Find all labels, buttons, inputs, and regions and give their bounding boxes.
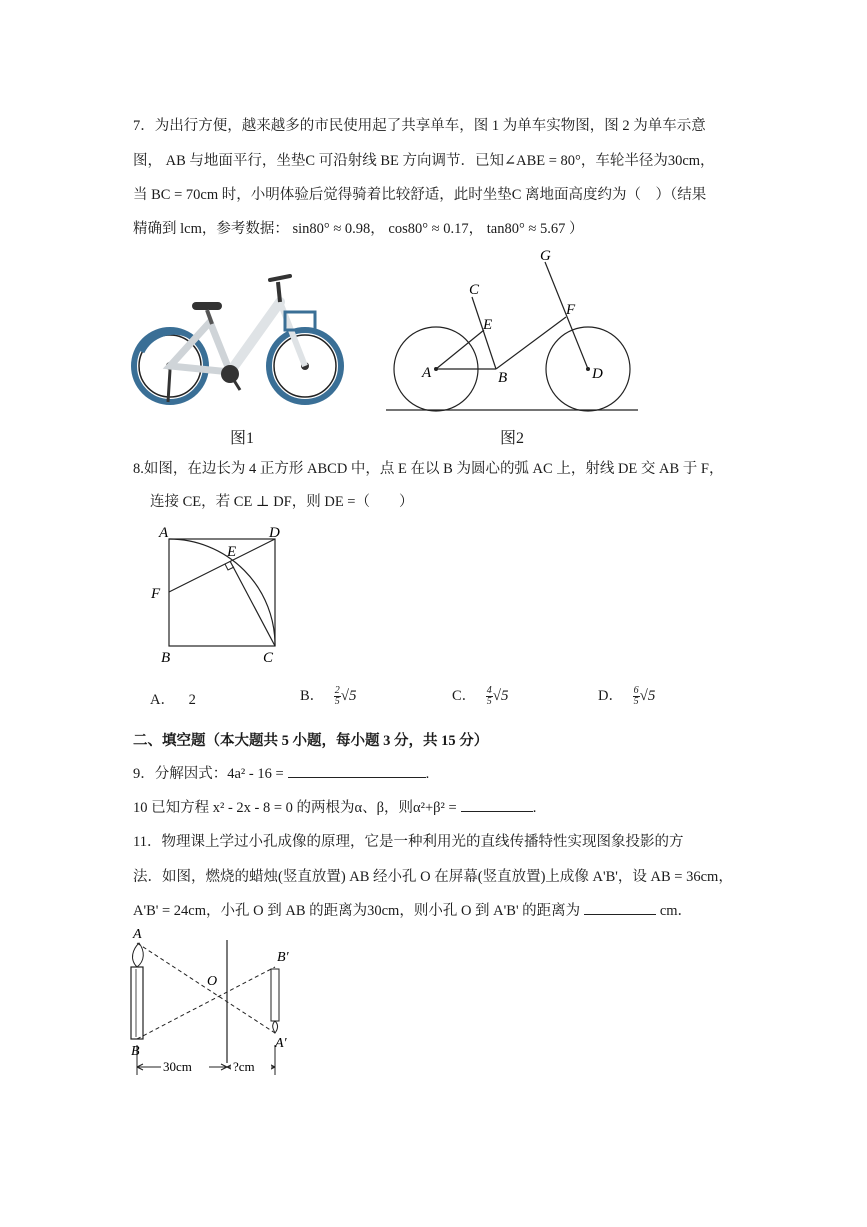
section-title: 二、填空题（本大题共 5 小题，每小题 3 分，共 15 分） (133, 733, 489, 749)
q11-line-2: 法．如图，燃烧的蜡烛(竖直放置) AB 经小孔 O 在屏幕(竖直放置)上成像 A'B'，设 AB = 36cm， (133, 869, 733, 885)
pinhole-label-b: B (131, 1044, 140, 1059)
square-label-d: D (269, 525, 280, 541)
q11-answer-blank[interactable] (584, 900, 656, 915)
q7-line-4: 精确到 lcm，参考数据： sin80° ≈ 0.98， cos80° ≈ 0.17， tan80° ≈ 5.67 ） (133, 221, 584, 237)
square-label-b: B (161, 650, 171, 666)
pinhole-figure (125, 925, 300, 1083)
square-label-e: E (227, 544, 237, 560)
q7-line-1: 7．为出行方便，越来越多的市民使用起了共享单车，图 1 为单车实物图，图 2 为单车示意 (133, 118, 706, 134)
pinhole-label-a: A (133, 927, 142, 942)
q9 (133, 762, 429, 783)
square-label-a: A (159, 525, 169, 541)
q11-line-3 (133, 899, 692, 920)
pinhole-label-bprime: B′ (277, 950, 289, 965)
square-figure (145, 520, 290, 668)
q10 (133, 796, 536, 817)
square-label-c: C (263, 650, 274, 666)
fig2-label-e: E (483, 317, 493, 333)
option-c-label: C． (452, 688, 477, 704)
q11-line-1: 11．物理课上学过小孔成像的原理，它是一种利用光的直线传播特性实现图象投影的方 (133, 834, 684, 850)
pinhole-dist-2: ?cm (233, 1059, 255, 1074)
q11-line-3-text: A'B' = 24cm，小孔 O 到 AB 的距离为30cm，则小孔 O 到 A'B' 的距离为 (133, 903, 581, 919)
fig2-label-c: C (469, 282, 480, 298)
option-a-value: 2 (188, 692, 196, 708)
option-b-fraction: $\frac{2}{5}$ (334, 685, 340, 708)
option-d[interactable] (598, 684, 655, 707)
fig2-label-f: F (566, 302, 576, 318)
option-c-radical: √5 (492, 688, 509, 704)
q9-end: . (425, 766, 430, 782)
option-a[interactable] (150, 688, 196, 709)
pinhole-label-o: O (207, 974, 218, 989)
q8-line-1: 8.如图，在边长为 4 正方形 ABCD 中，点 E 在以 B 为圆心的弧 AC 上，射线 DE 交 AB 于 F， (133, 461, 724, 477)
option-d-radical: √5 (639, 688, 656, 704)
square-label-f: F (151, 586, 161, 602)
pinhole-label-aprime: A′ (275, 1036, 287, 1051)
fig2-label-b: B (498, 370, 508, 386)
q9-text: 9．分解因式：4a² - 16 = (133, 766, 284, 782)
fig1-caption: 图1 (230, 430, 255, 447)
option-c-fraction: $\frac{4}{5}$ (486, 685, 492, 708)
q11-unit: cm． (659, 903, 693, 919)
option-d-fraction: $\frac{6}{5}$ (633, 685, 639, 708)
fig2-label-a: A (422, 365, 432, 381)
fig2-label-g: G (540, 248, 551, 264)
option-b[interactable] (300, 684, 357, 707)
option-c[interactable] (452, 684, 509, 707)
pinhole-dist-1: 30cm (163, 1059, 192, 1074)
bicycle-photo (130, 262, 352, 422)
option-b-radical: √5 (340, 688, 357, 704)
q10-answer-blank[interactable] (461, 797, 533, 812)
q7-line-3: 当 BC = 70cm 时，小明体验后觉得骑着比较舒适，此时坐垫C 离地面高度约为（ ）（结果 (133, 187, 707, 203)
q8-line-2: 连接 CE，若 CE ⊥ DF，则 DE =（ ） (150, 494, 414, 510)
q7-line-2: 图， AB 与地面平行，坐垫C 可沿射线 BE 方向调节．已知∠ABE = 80°，车轮半径为30cm， (133, 153, 715, 169)
q9-answer-blank[interactable] (288, 763, 426, 778)
option-d-label: D． (598, 688, 623, 704)
fig2-label-d: D (592, 366, 603, 382)
option-a-label: A． (150, 692, 175, 708)
q10-text: 10 已知方程 x² - 2x - 8 = 0 的两根为α、β，则α²+β² = (133, 800, 457, 816)
bicycle-schematic (382, 242, 644, 422)
fig2-caption: 图2 (500, 430, 525, 447)
q10-end: . (532, 800, 537, 816)
option-b-label: B． (300, 688, 325, 704)
